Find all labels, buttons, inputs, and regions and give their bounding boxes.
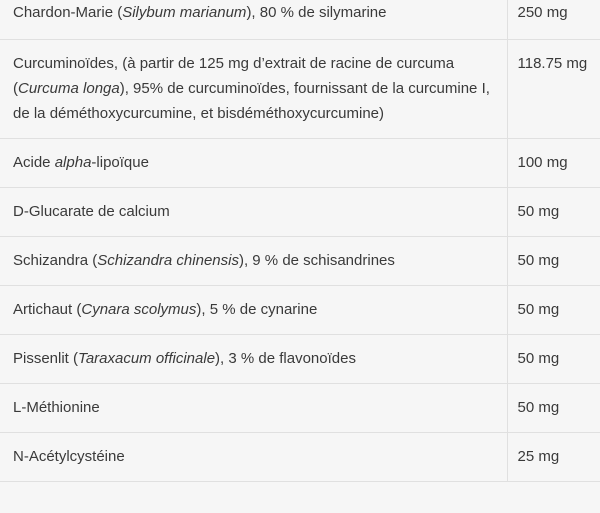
ingredient-name: N-Acétylcystéine <box>0 433 507 482</box>
ingredient-name: Schizandra (Schizandra chinensis), 9 % de schisandrines <box>0 237 507 286</box>
ingredient-name: Curcuminoïdes, (à partir de 125 mg d’extrait de racine de curcuma (Curcuma longa), 95% de curcuminoïdes, fournissant de la curcumine I, de la déméthoxycurcumine, et bisdéméthoxycurcumine) <box>0 40 507 139</box>
ingredient-amount: 50 mg <box>507 188 600 237</box>
ingredient-name: Chardon-Marie (Silybum marianum), 80 % de silymarine <box>0 0 507 40</box>
table-row <box>0 286 600 335</box>
table-row <box>0 384 600 433</box>
table-row <box>0 237 600 286</box>
table-row <box>0 188 600 237</box>
ingredient-amount: 50 mg <box>507 384 600 433</box>
table-row <box>0 335 600 384</box>
table-row <box>0 433 600 482</box>
ingredient-amount: 250 mg <box>507 0 600 40</box>
ingredient-name: L-Méthionine <box>0 384 507 433</box>
ingredient-amount: 50 mg <box>507 237 600 286</box>
ingredient-amount: 118.75 mg <box>507 40 600 139</box>
ingredient-name: D-Glucarate de calcium <box>0 188 507 237</box>
table-row <box>0 0 600 40</box>
table-row <box>0 139 600 188</box>
ingredient-name: Acide alpha-lipoïque <box>0 139 507 188</box>
ingredient-amount: 50 mg <box>507 335 600 384</box>
ingredient-name: Pissenlit (Taraxacum officinale), 3 % de flavonoïdes <box>0 335 507 384</box>
ingredient-amount: 50 mg <box>507 286 600 335</box>
ingredient-name: Artichaut (Cynara scolymus), 5 % de cynarine <box>0 286 507 335</box>
ingredient-amount: 25 mg <box>507 433 600 482</box>
table-row <box>0 40 600 139</box>
ingredient-amount: 100 mg <box>507 139 600 188</box>
